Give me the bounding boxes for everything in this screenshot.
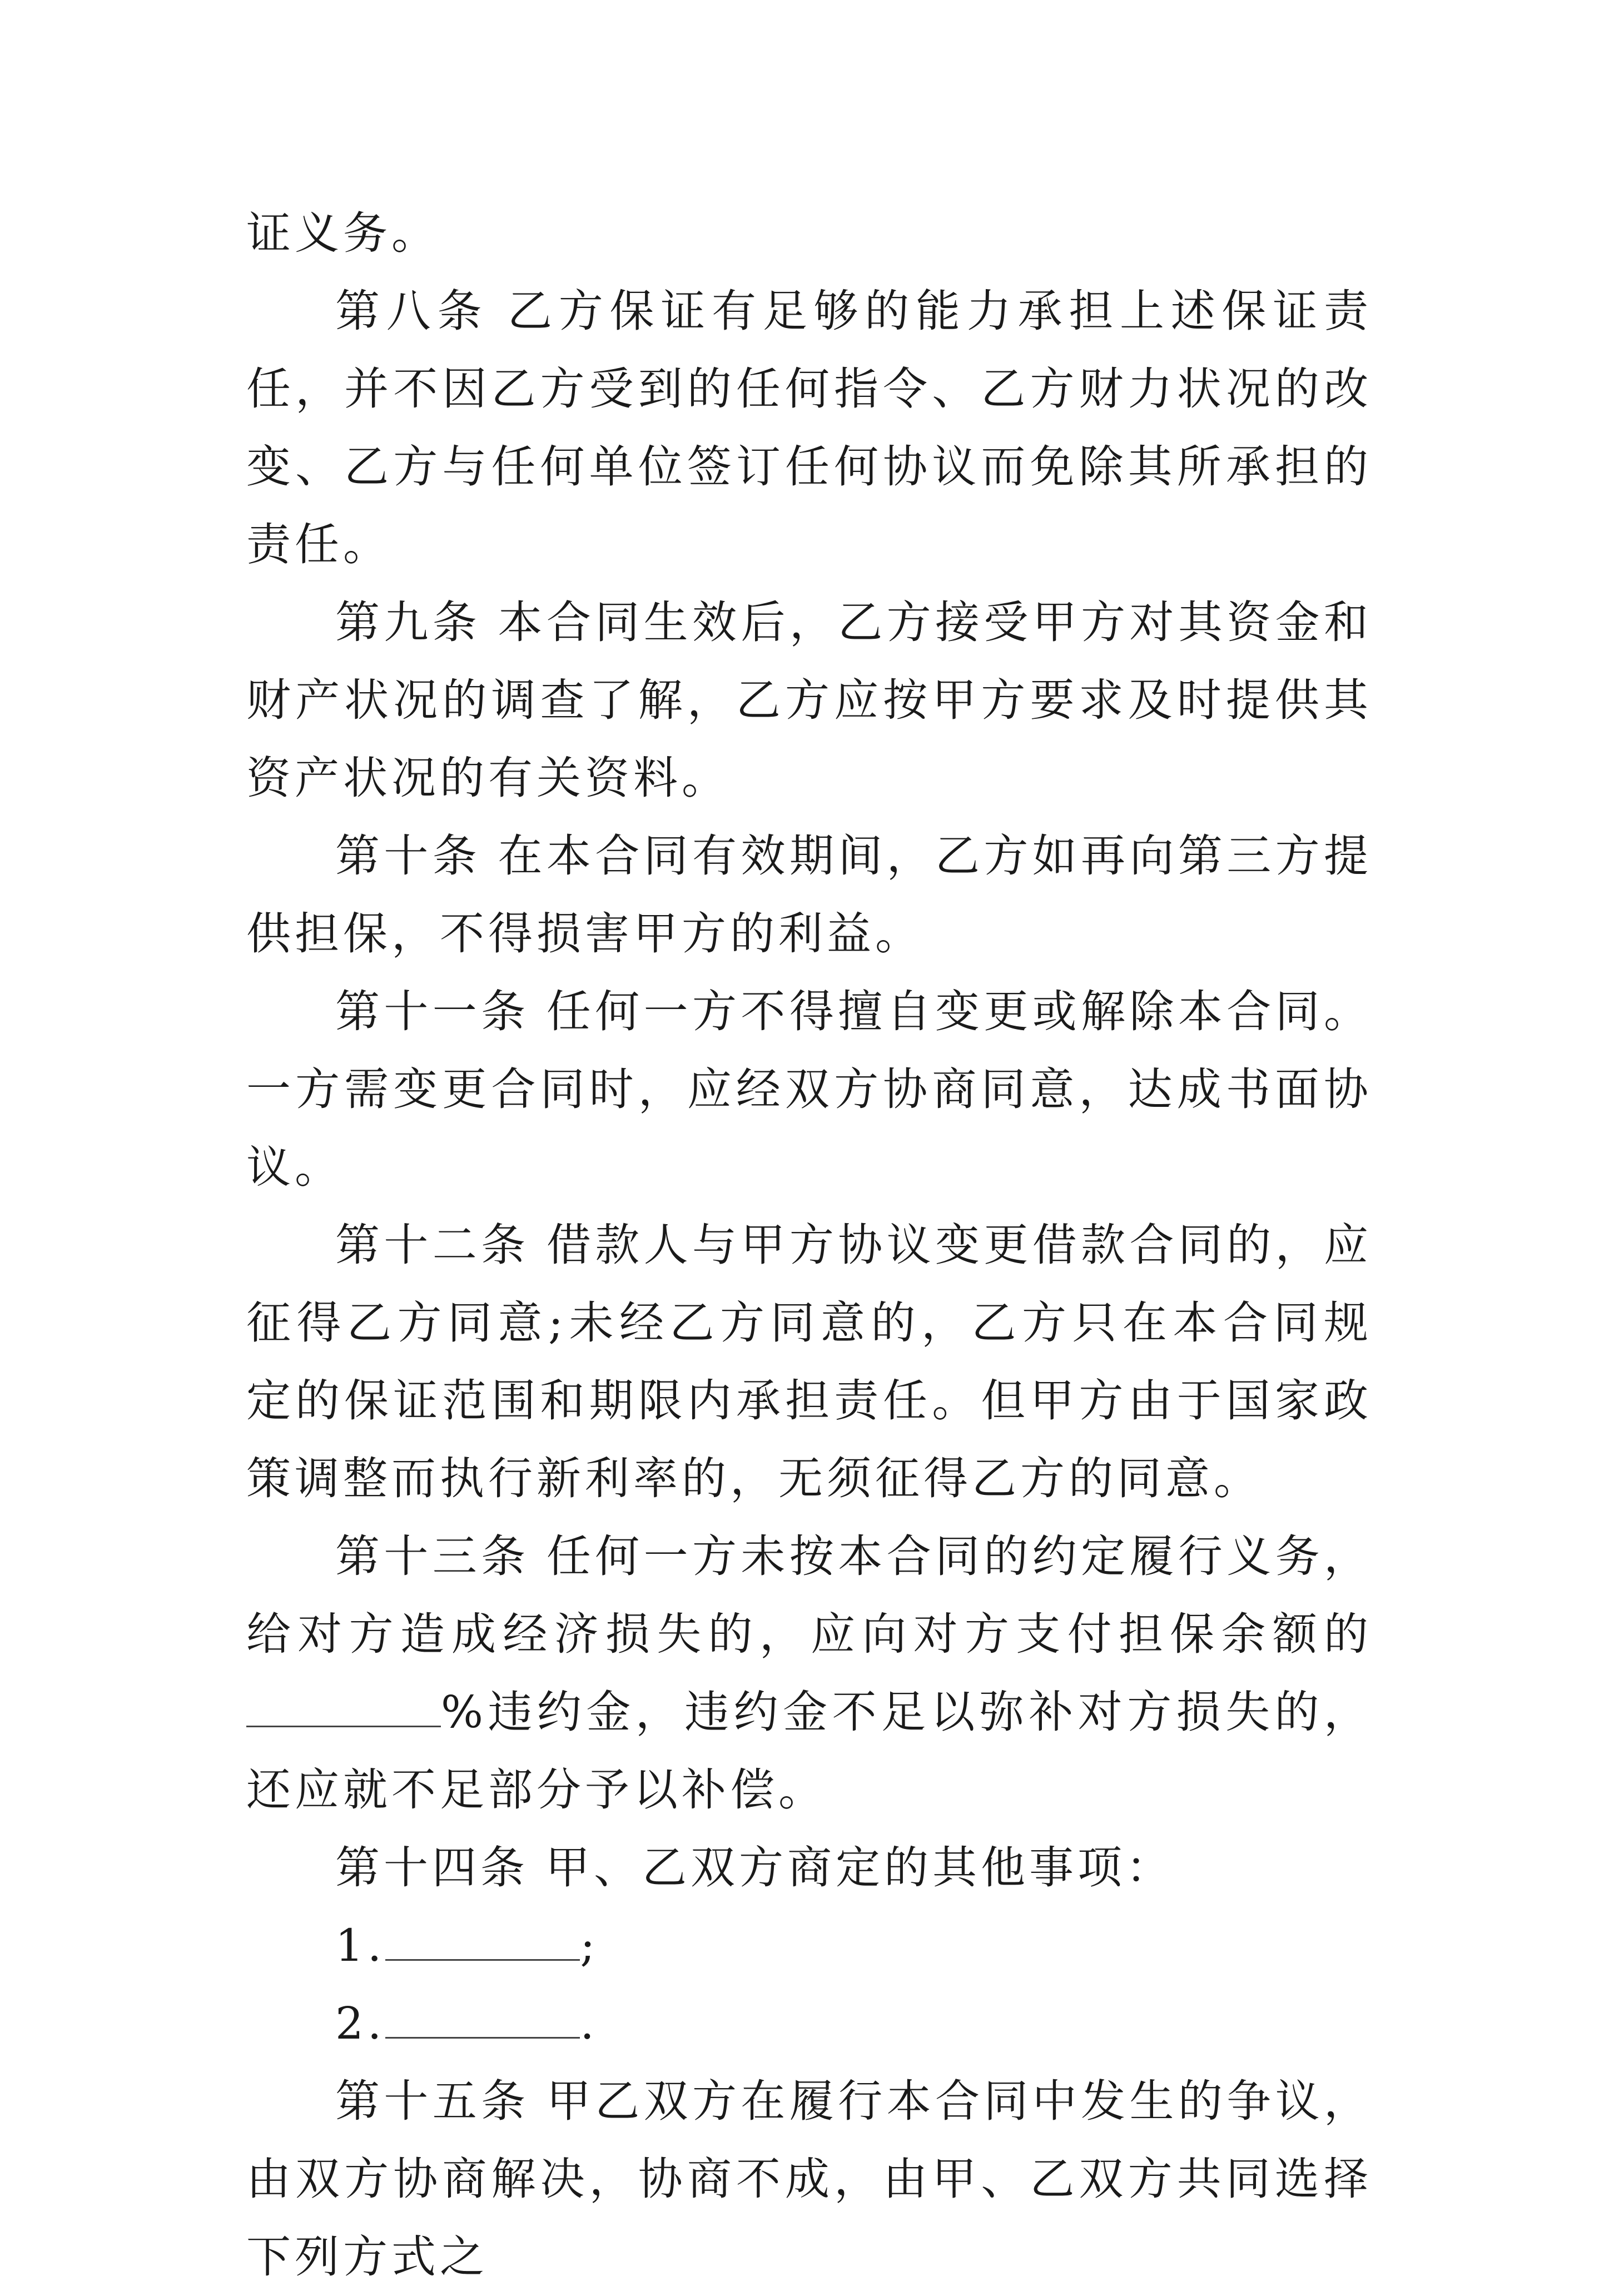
article-text: 甲乙双方在履行本合同中发生的争议，由双方协商解决，协商不成，由甲、乙双方共同选择下列方式之	[246, 2075, 1373, 2283]
article-text-after-blank: %违约金，违约金不足以弥补对方损失的，还应就不足部分予以补偿。	[246, 1686, 1372, 1816]
article-text: 乙方保证有足够的能力承担上述保证责任，并不因乙方受到的任何指令、乙方财力状况的改变、乙方与任何单位签订任何协议而免除其所承担的责任。	[246, 285, 1372, 570]
article-15	[246, 2063, 1372, 2296]
article-label: 第十三条	[335, 1530, 530, 1582]
article-label: 第十二条	[335, 1219, 530, 1271]
item-blank[interactable]	[385, 1920, 580, 1961]
article-label: 第十五条	[335, 2075, 530, 2127]
other-matter-item-1	[246, 1907, 1372, 1985]
article-11	[246, 973, 1372, 1206]
article-label: 第十一条	[335, 986, 530, 1037]
paragraph-text: 证义务。	[246, 207, 440, 259]
article-14	[246, 1829, 1372, 1907]
article-text: 借款人与甲方协议变更借款合同的，应征得乙方同意;未经乙方同意的，乙方只在本合同规定的保证范围和期限内承担责任。但甲方由于国家政策调整而执行新利率的，无须征得乙方的同意。	[246, 1219, 1373, 1504]
other-matter-item-2	[246, 1985, 1372, 2063]
article-text: 在本合同有效期间，乙方如再向第三方提供担保，不得损害甲方的利益。	[246, 830, 1373, 960]
item-end: ;	[580, 1920, 599, 1971]
article-label: 第十条	[335, 830, 481, 882]
article-8	[246, 272, 1372, 584]
article-text: 甲、乙双方商定的其他事项：	[545, 1842, 1174, 1894]
article-label: 第十四条	[335, 1842, 529, 1894]
item-number: 1.	[335, 1920, 386, 1971]
article-9	[246, 584, 1372, 817]
article-label: 第九条	[335, 597, 481, 648]
paragraph-continuation	[246, 195, 1372, 272]
contract-text	[246, 195, 1372, 2296]
article-text-before-blank: 任何一方未按本合同的约定履行义务，给对方造成经济损失的，应向对方支付担保余额的	[246, 1530, 1373, 1660]
article-text: 任何一方不得擅自变更或解除本合同。一方需变更合同时，应经双方协商同意，达成书面协议。	[246, 986, 1373, 1193]
article-13	[246, 1518, 1372, 1829]
percentage-blank[interactable]	[246, 1687, 441, 1727]
item-blank[interactable]	[385, 1998, 580, 2039]
item-number: 2.	[335, 1997, 386, 2049]
article-text: 本合同生效后，乙方接受甲方对其资金和财产状况的调查了解，乙方应按甲方要求及时提供其资产状况的有关资料。	[246, 597, 1373, 804]
article-12	[246, 1206, 1372, 1518]
article-label: 第八条	[335, 285, 489, 337]
item-end: .	[580, 1997, 598, 2049]
article-10	[246, 817, 1372, 973]
